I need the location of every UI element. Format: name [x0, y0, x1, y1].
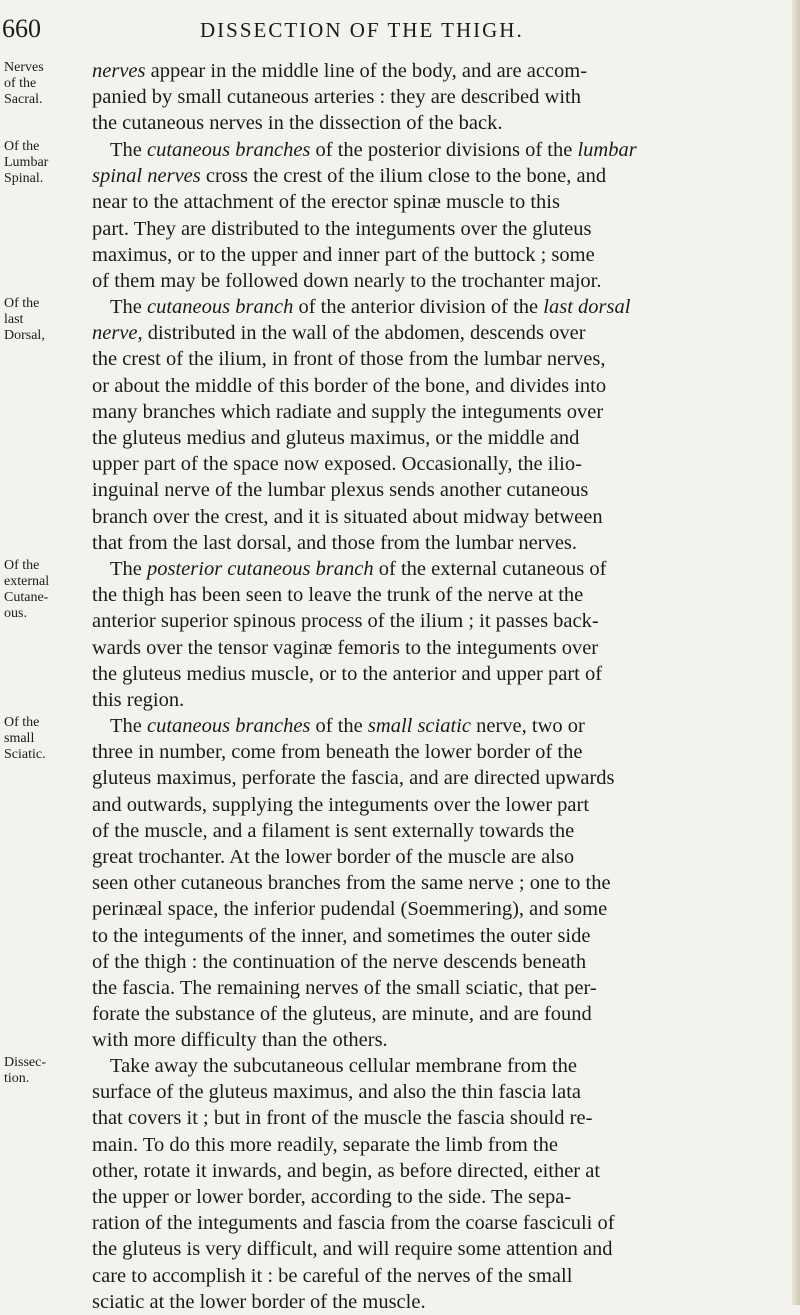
sidenote-line: ous. [4, 606, 27, 621]
text-run: the gluteus medius muscle, or to the anterior and upper part of [92, 662, 603, 685]
text-line [92, 949, 782, 975]
text-run: perinæal space, the inferior pudendal (Soemmering), and some [92, 898, 608, 921]
text-line [92, 870, 782, 896]
text-line [92, 582, 782, 608]
text-run: main. To do this more readily, separate the limb from the [92, 1133, 558, 1156]
text-run: of the posterior divisions of the [310, 139, 578, 161]
page-header [0, 6, 790, 46]
text-run: appear in the middle line of the body, and are accom- [145, 60, 588, 82]
text-run: of the anterior division of the [293, 296, 544, 318]
sidenote-line: Nerves [4, 60, 44, 75]
text-run: maximus, or to the upper and inner part of the buttock ; some [92, 243, 595, 266]
text-run: the gluteus is very difficult, and will require some attention and [92, 1238, 613, 1261]
text-line [92, 844, 782, 870]
text-line [92, 1079, 782, 1105]
text-run: the upper or lower border, according to the side. The sepa- [92, 1186, 572, 1209]
text-run: The [110, 139, 147, 161]
text-run: seen other cutaneous branches from the same nerve ; one to the [92, 872, 611, 895]
page-edge [792, 0, 800, 1305]
sidenote-line: Of the [4, 715, 40, 730]
text-run: of the muscle, and a filament is sent externally towards the [92, 819, 575, 842]
italic-run: small sciatic [367, 715, 471, 737]
sidenote-line: Lumbar [4, 155, 49, 170]
text-run: the fascia. The remaining nerves of the small sciatic, that per- [92, 977, 597, 1000]
text-run: of the external cutaneous of [373, 558, 607, 580]
text-line [92, 504, 782, 530]
text-line [92, 1053, 782, 1079]
text-run: near to the attachment of the erector spinæ muscle to this [92, 191, 560, 214]
text-line [92, 635, 782, 661]
running-title: DISSECTION OF THE THIGH. [200, 18, 524, 42]
text-line [92, 530, 782, 556]
text-line [92, 713, 782, 739]
text-line [92, 58, 782, 84]
text-run: many branches which radiate and supply the integuments over [92, 400, 604, 423]
sidenote-line: Cutane- [4, 590, 49, 605]
text-line [92, 687, 782, 713]
text-run: cross the crest of the ilium close to the bone, and [200, 165, 607, 188]
text-line [92, 1184, 782, 1210]
text-run: the thigh has been seen to leave the trunk of the nerve at the [92, 584, 584, 607]
text-line [92, 765, 782, 791]
text-run: The [110, 296, 147, 318]
text-run: or about the middle of this border of the bone, and divides into [92, 374, 607, 397]
italic-run: nerves [92, 60, 146, 82]
text-line [92, 608, 782, 634]
text-run: other, rotate it inwards, and begin, as before directed, either at [92, 1159, 601, 1182]
text-line [92, 477, 782, 503]
italic-run: spinal nerves [92, 165, 201, 188]
paragraph-text [92, 58, 782, 137]
text-run: that covers it ; but in front of the muscle the fascia should re- [92, 1107, 593, 1130]
text-line [92, 1210, 782, 1236]
text-line [92, 1158, 782, 1184]
text-run: nerve, two or [470, 715, 585, 737]
text-line [92, 189, 782, 215]
sidenote-line: small [4, 731, 35, 746]
text-line [92, 1236, 782, 1262]
text-run: great trochanter. At the lower border of the muscle are also [92, 846, 575, 869]
text-line [92, 163, 782, 189]
text-line [92, 975, 782, 1001]
italic-run: cutaneous branches [147, 139, 311, 161]
text-line [92, 556, 782, 582]
text-run: of them may be followed down nearly to the trochanter major. [92, 270, 602, 293]
text-run: The [110, 715, 147, 737]
italic-run: nerve, [92, 322, 143, 345]
text-line [92, 268, 782, 294]
sidenote-line: Dorsal, [4, 328, 45, 343]
sidenote-line: tion. [4, 1071, 30, 1086]
text-line [92, 818, 782, 844]
sidenote-line: Of the [4, 558, 40, 573]
text-run: the cutaneous nerves in the dissection of the back. [92, 112, 503, 135]
text-run: Take away the subcutaneous cellular membrane from the [110, 1055, 578, 1077]
text-line [92, 399, 782, 425]
text-run: The [110, 558, 147, 580]
text-line [92, 451, 782, 477]
text-run: of the thigh : the continuation of the nerve descends beneath [92, 950, 587, 973]
sidenote-line: of the [4, 76, 37, 91]
text-run: of the [310, 715, 368, 737]
text-line [92, 373, 782, 399]
text-line [92, 216, 782, 242]
text-line [92, 294, 782, 320]
sidenote-line: Dissec- [4, 1055, 46, 1070]
italic-run: last dorsal [543, 296, 631, 318]
text-run: part. They are distributed to the integuments over the gluteus [92, 217, 592, 240]
text-run: branch over the crest, and it is situated about midway between [92, 505, 603, 528]
text-line [92, 84, 782, 110]
text-line [92, 242, 782, 268]
text-run: and outwards, supplying the integuments over the lower part [92, 793, 590, 816]
text-line [92, 320, 782, 346]
text-run: this region. [92, 689, 185, 712]
sidenote [4, 1055, 68, 1087]
italic-run: lumbar [577, 139, 637, 161]
text-line [92, 739, 782, 765]
text-run: with more difficulty than the others. [92, 1029, 388, 1052]
text-run: care to accomplish it : be careful of the nerves of the small [92, 1264, 573, 1287]
text-run: panied by small cutaneous arteries : they are described with [92, 86, 581, 109]
text-line [92, 661, 782, 687]
paragraph-text [92, 1053, 782, 1315]
sidenote [4, 139, 68, 187]
text-run: the gluteus medius and gluteus maximus, or the middle and [92, 427, 580, 450]
sidenote-line: Spinal. [4, 171, 44, 186]
sidenote [4, 296, 68, 344]
paragraph-text [92, 556, 782, 713]
text-line [92, 896, 782, 922]
sidenote-line: last [4, 312, 24, 327]
text-run: the crest of the ilium, in front of those from the lumbar nerves, [92, 348, 606, 371]
text-run: surface of the gluteus maximus, and also the thin fascia lata [92, 1081, 581, 1104]
sidenote-line: Sacral. [4, 92, 43, 107]
text-run: sciatic at the lower border of the muscle. [92, 1290, 426, 1313]
text-run: distributed in the wall of the abdomen, descends over [142, 322, 586, 345]
text-line [92, 792, 782, 818]
sidenote-line: Sciatic. [4, 747, 46, 762]
text-run: anterior superior spinous process of the ilium ; it passes back- [92, 610, 599, 633]
text-line [92, 1132, 782, 1158]
sidenote [4, 715, 68, 763]
sidenote [4, 558, 68, 622]
text-line [92, 923, 782, 949]
text-line [92, 137, 782, 163]
paragraph-text [92, 294, 782, 556]
sidenote-line: Of the [4, 296, 40, 311]
text-run: to the integuments of the inner, and sometimes the outer side [92, 924, 591, 947]
italic-run: posterior cutaneous branch [147, 558, 374, 580]
text-line [92, 1105, 782, 1131]
sidenote [4, 60, 68, 108]
text-run: three in number, come from beneath the lower border of the [92, 741, 583, 764]
text-line [92, 1289, 782, 1315]
paragraph-text [92, 713, 782, 1054]
text-line [92, 346, 782, 372]
italic-run: cutaneous branch [147, 296, 294, 318]
text-run: forate the substance of the gluteus, are minute, and are found [92, 1003, 592, 1026]
text-line [92, 1263, 782, 1289]
text-run: upper part of the space now exposed. Occasionally, the ilio- [92, 453, 582, 476]
text-line [92, 1001, 782, 1027]
sidenote-line: external [4, 574, 50, 589]
paragraph-text [92, 137, 782, 294]
text-run: wards over the tensor vaginæ femoris to the integuments over [92, 636, 599, 659]
text-run: inguinal nerve of the lumbar plexus sends another cutaneous [92, 479, 589, 502]
text-run: that from the last dorsal, and those from the lumbar nerves. [92, 531, 578, 554]
text-line [92, 110, 782, 136]
text-line [92, 425, 782, 451]
text-line [92, 1027, 782, 1053]
text-run: ration of the integuments and fascia from the coarse fasciculi of [92, 1212, 615, 1235]
text-run: gluteus maximus, perforate the fascia, and are directed upwards [92, 767, 615, 790]
italic-run: cutaneous branches [147, 715, 311, 737]
sidenote-line: Of the [4, 139, 40, 154]
page-number: 660 [2, 14, 41, 43]
